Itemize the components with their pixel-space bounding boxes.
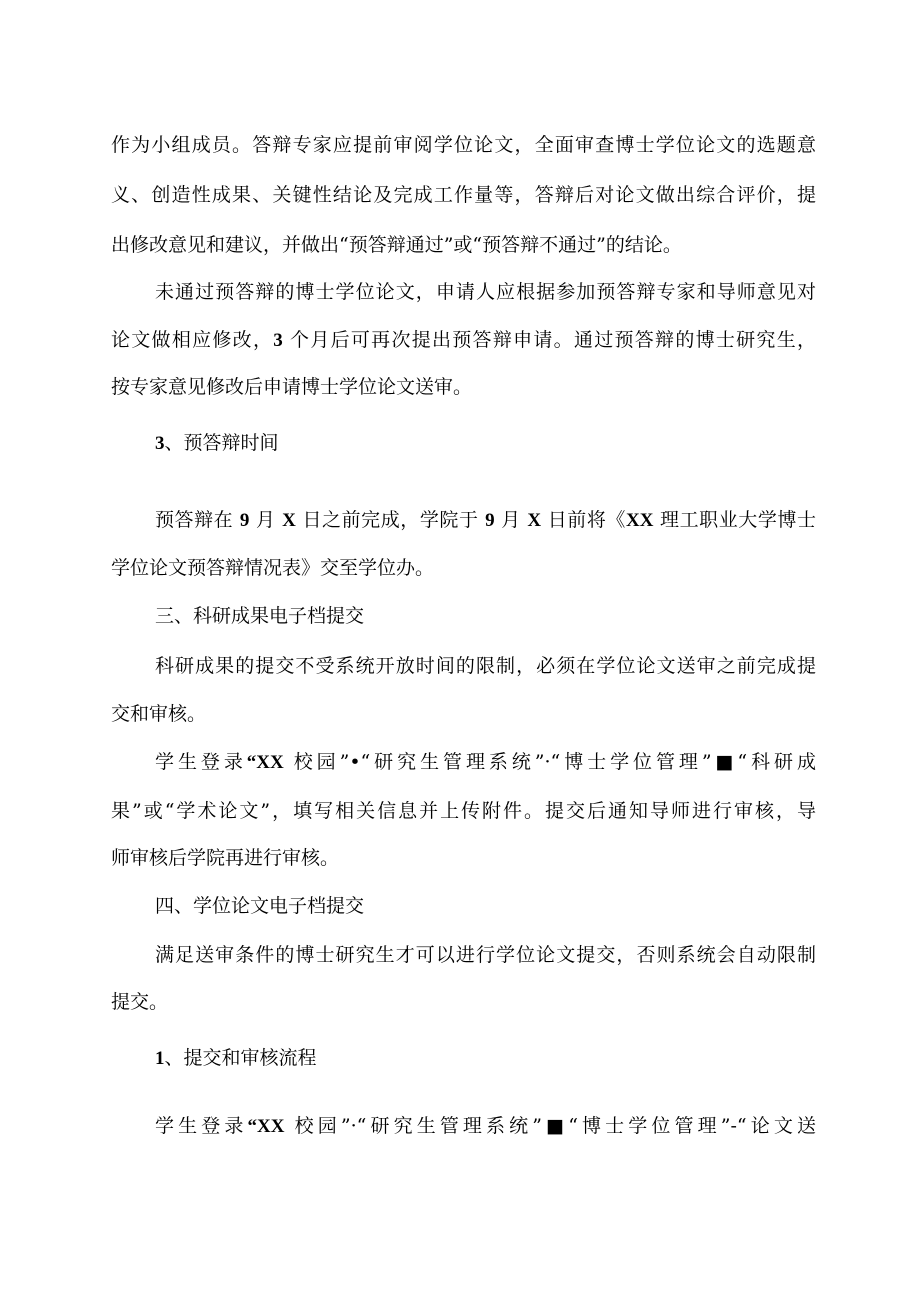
text-run: 日前将《	[541, 509, 626, 531]
number-run: 9	[485, 510, 495, 531]
paragraph-line: 按专家意见修改后申请博士学位论文送审。	[111, 376, 473, 398]
section-heading: 四、学位论文电子档提交	[155, 895, 365, 917]
number-run: “XX	[246, 752, 284, 773]
text-run: 学生登录	[155, 1115, 248, 1137]
text-run: 学生登录	[155, 751, 247, 773]
section-heading	[155, 431, 816, 456]
heading-number: 1	[155, 1048, 165, 1069]
paragraph-line	[155, 750, 816, 775]
heading-text: 、提交和审核流程	[164, 1047, 317, 1069]
paragraph-line: 作为小组成员。答辩专家应提前审阅学位论文，全面审查博士学位论文的选题意	[111, 134, 816, 156]
text-run: 日之前完成，学院于	[295, 509, 486, 531]
paragraph-line: 学位论文预答辩情况表》交至学位办。	[111, 557, 435, 579]
number-run: 9	[239, 510, 250, 531]
text-run: 论文做相应修改，	[111, 329, 274, 351]
text-run: 校园”·“研究生管理系统”■“博士学位管理”-“论文送	[284, 1115, 816, 1137]
number-run: X	[282, 510, 296, 531]
text-run: 预答辩在	[155, 509, 240, 531]
number-run: 3	[273, 330, 283, 351]
text-run: 月	[249, 509, 283, 531]
paragraph-line	[111, 328, 816, 353]
number-run: X	[527, 510, 542, 531]
paragraph-line: 义、创造性成果、关键性结论及完成工作量等，答辩后对论文做出综合评价，提	[111, 184, 816, 206]
paragraph-line: 交和审核。	[111, 703, 207, 725]
paragraph-line: 果”或“学术论文”，填写相关信息并上传附件。提交后通知导师进行审核，导	[111, 800, 816, 822]
paragraph-line: 满足送审条件的博士研究生才可以进行学位论文提交，否则系统会自动限制	[155, 944, 816, 966]
number-run: “XX	[247, 1116, 285, 1137]
paragraph-line: 科研成果的提交不受系统开放时间的限制，必须在学位论文送审之前完成提	[155, 655, 816, 677]
text-run: 个月后可再次提出预答辩申请。通过预答辩的博士研究生，	[282, 329, 816, 351]
text-run: 月	[494, 509, 528, 531]
heading-text: 、预答辩时间	[164, 432, 279, 454]
paragraph-line	[155, 1114, 816, 1139]
paragraph-line: 出修改意见和建议，并做出“预答辩通过”或“预答辩不通过”的结论。	[111, 234, 682, 256]
paragraph-line: 未通过预答辩的博士学位论文，申请人应根据参加预答辩专家和导师意见对	[155, 281, 816, 303]
section-heading: 三、科研成果电子档提交	[155, 605, 365, 627]
paragraph-line	[155, 508, 816, 533]
text-run: 校园”•“研究生管理系统”·“博士学位管理”■“科研成	[283, 751, 816, 773]
paragraph-line: 提交。	[111, 991, 169, 1013]
paragraph-line: 师审核后学院再进行审核。	[111, 847, 340, 869]
number-run: XX	[625, 510, 654, 531]
heading-number: 3	[155, 433, 165, 454]
section-heading	[155, 1046, 816, 1071]
text-run: 理工职业大学博士	[653, 509, 816, 531]
